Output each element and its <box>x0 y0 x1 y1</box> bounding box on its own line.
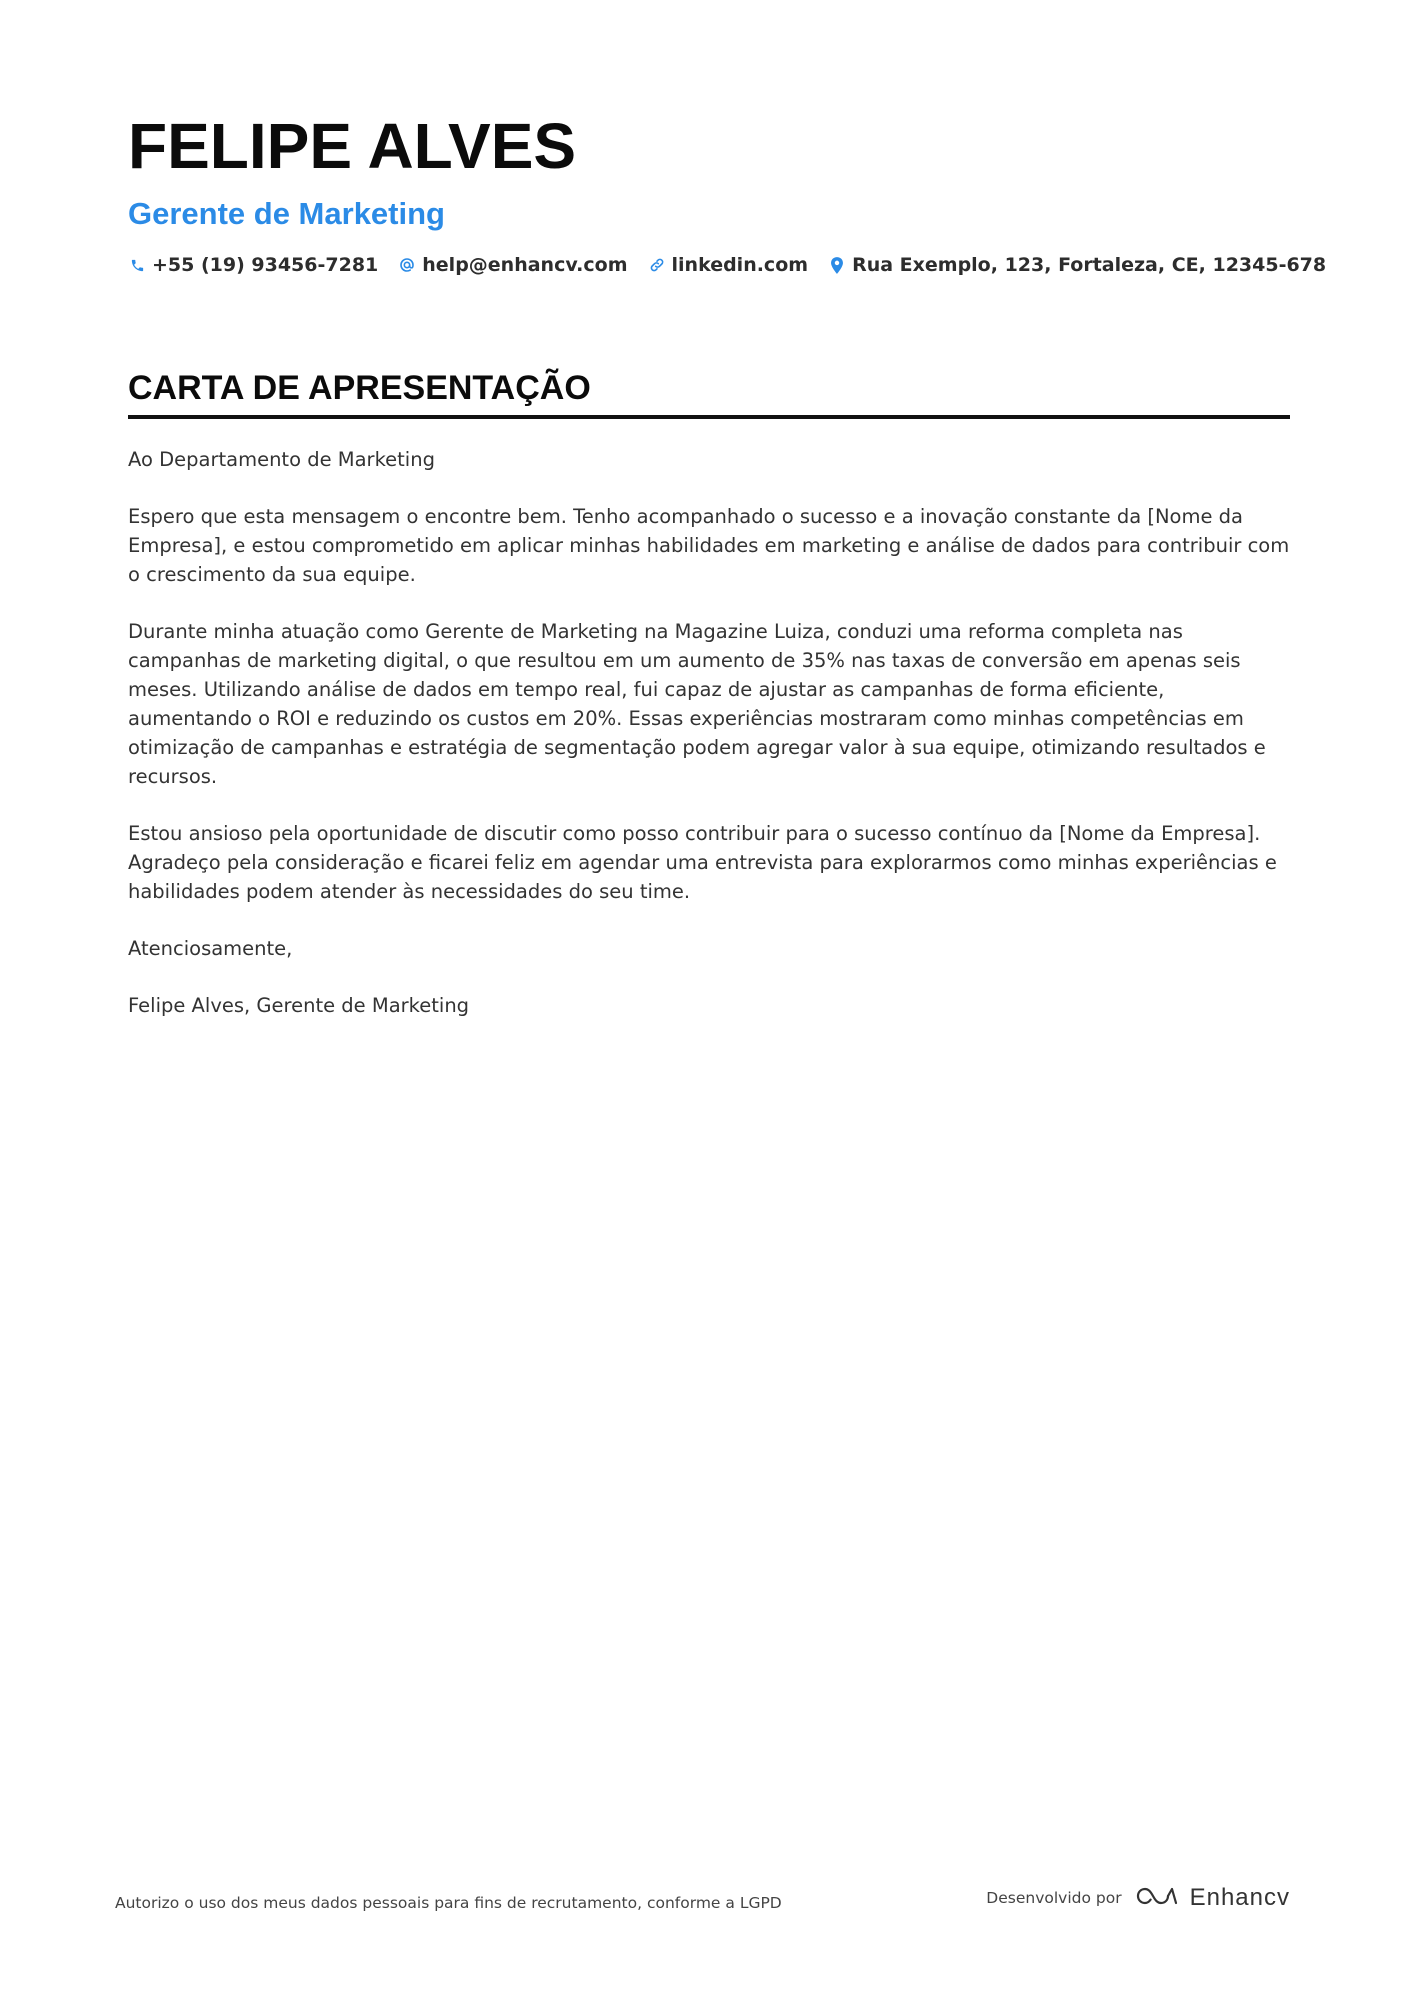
candidate-name: FELIPE ALVES <box>128 110 577 182</box>
letter-paragraph-3: Estou ansioso pela oportunidade de discutir como posso contribuir para o sucesso contínuo da [Nome da Empresa]. Agradeço pela consideração e ficarei feliz em agendar uma entrevista para explorarmos como minhas experiências e habilidades podem atender às necessidades do seu time. <box>128 822 1277 903</box>
powered-by-label: Desenvolvido por <box>986 1889 1122 1907</box>
letter-signature: Felipe Alves, Gerente de Marketing <box>128 994 470 1017</box>
contact-address-text: Rua Exemplo, 123, Fortaleza, CE, 12345-678 <box>852 254 1327 276</box>
enhancv-brand <box>1134 1884 1290 1912</box>
contact-email-text: help@enhancv.com <box>422 254 628 276</box>
phone-icon <box>128 256 146 274</box>
enhancv-brand-name: Enhancv <box>1189 1884 1290 1911</box>
cover-letter-section <box>128 365 1290 1048</box>
letter-paragraph-1: Espero que esta mensagem o encontre bem. Tenho acompanhado o sucesso e a inovação constante da [Nome da Empresa], e estou comprometido em aplicar minhas habilidades em marketing e análise de dados para contribuir com o crescimento da sua equipe. <box>128 505 1290 586</box>
powered-by[interactable] <box>986 1884 1290 1912</box>
contact-linkedin-text: linkedin.com <box>671 254 809 276</box>
letter-greeting: Ao Departamento de Marketing <box>128 448 435 471</box>
consent-note: Autorizo o uso dos meus dados pessoais para fins de recrutamento, conforme a LGPD <box>115 1894 782 1912</box>
location-pin-icon <box>828 256 846 274</box>
candidate-role: Gerente de Marketing <box>128 196 445 231</box>
letter-body <box>128 445 1290 1020</box>
link-icon <box>648 256 666 274</box>
contact-phone[interactable] <box>128 254 378 276</box>
section-divider <box>128 415 1290 419</box>
contact-phone-text: +55 (19) 93456-7281 <box>152 254 379 276</box>
at-icon <box>398 256 416 274</box>
contact-email[interactable] <box>398 254 627 276</box>
contact-info <box>128 254 1327 276</box>
header <box>128 108 1327 276</box>
letter-closing: Atenciosamente, <box>128 937 293 960</box>
letter-paragraph-2: Durante minha atuação como Gerente de Marketing na Magazine Luiza, conduzi uma reforma completa nas campanhas de marketing digital, o que resultou em um aumento de 35% nas taxas de conversão em apenas seis meses. Utilizando análise de dados em tempo real, fui capaz de ajustar as campanhas de forma eficiente, aumentando o ROI e reduzindo os custos em 20%. Essas experiências mostraram como minhas competências em otimização de campanhas e estratégia de segmentação podem agregar valor à sua equipe, otimizando resultados e recursos. <box>128 620 1266 788</box>
contact-address <box>828 254 1326 276</box>
section-title: CARTA DE APRESENTAÇÃO <box>128 369 591 407</box>
enhancv-logo-icon <box>1134 1884 1180 1912</box>
contact-linkedin[interactable] <box>648 254 809 276</box>
